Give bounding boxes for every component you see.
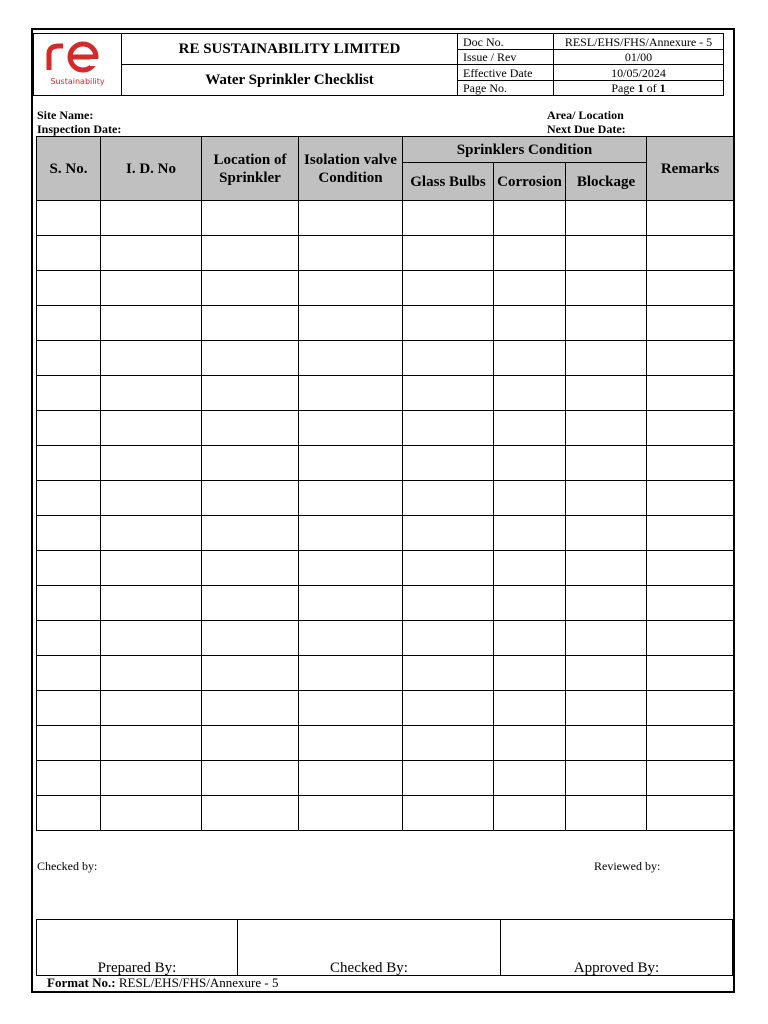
- table-cell[interactable]: [494, 796, 566, 831]
- table-cell[interactable]: [494, 516, 566, 551]
- table-cell[interactable]: [403, 796, 494, 831]
- table-row: [37, 376, 734, 411]
- table-row: [37, 236, 734, 271]
- table-cell[interactable]: [101, 621, 202, 656]
- approved-by-cell[interactable]: [501, 920, 733, 976]
- table-cell[interactable]: [647, 376, 734, 411]
- table-cell[interactable]: [101, 306, 202, 341]
- table-cell[interactable]: [647, 481, 734, 516]
- table-cell[interactable]: [566, 796, 647, 831]
- table-cell[interactable]: [37, 586, 101, 621]
- meta-label: Page No.: [458, 80, 554, 95]
- format-number-label: Format No.:: [47, 975, 116, 990]
- table-cell[interactable]: [647, 796, 734, 831]
- table-cell[interactable]: [494, 271, 566, 306]
- table-cell[interactable]: [37, 551, 101, 586]
- table-cell[interactable]: [299, 796, 403, 831]
- col-header-glass-bulbs: Glass Bulbs: [403, 163, 494, 201]
- table-cell[interactable]: [403, 341, 494, 376]
- table-cell[interactable]: [37, 761, 101, 796]
- table-cell[interactable]: [37, 236, 101, 271]
- table-cell[interactable]: [403, 726, 494, 761]
- table-row: [37, 726, 734, 761]
- table-cell[interactable]: [494, 761, 566, 796]
- site-name-label: Site Name:: [37, 108, 94, 122]
- format-number: [47, 975, 278, 991]
- table-cell[interactable]: [299, 516, 403, 551]
- col-header-isolation: Isolation valve Condition: [299, 137, 403, 201]
- col-header-blockage: Blockage: [566, 163, 647, 201]
- table-cell[interactable]: [299, 306, 403, 341]
- col-header-idno: I. D. No: [101, 137, 202, 201]
- table-cell[interactable]: [202, 516, 299, 551]
- table-cell[interactable]: [403, 446, 494, 481]
- table-cell[interactable]: [403, 761, 494, 796]
- format-number-value: RESL/EHS/FHS/Annexure - 5: [118, 975, 279, 990]
- table-cell[interactable]: [647, 341, 734, 376]
- table-cell[interactable]: [202, 551, 299, 586]
- table-cell[interactable]: [494, 481, 566, 516]
- table-cell[interactable]: [566, 236, 647, 271]
- table-cell[interactable]: [647, 761, 734, 796]
- table-cell[interactable]: [202, 691, 299, 726]
- table-cell[interactable]: [299, 481, 403, 516]
- table-cell[interactable]: [566, 376, 647, 411]
- table-cell[interactable]: [647, 656, 734, 691]
- table-cell[interactable]: [566, 691, 647, 726]
- table-cell[interactable]: [299, 376, 403, 411]
- table-cell[interactable]: [299, 621, 403, 656]
- table-cell[interactable]: [299, 341, 403, 376]
- col-group-sprinklers-condition: Sprinklers Condition: [403, 137, 647, 163]
- table-cell[interactable]: [566, 516, 647, 551]
- signature-table: [36, 919, 733, 976]
- table-cell[interactable]: [647, 446, 734, 481]
- checked-by-label: Checked by:: [37, 859, 98, 873]
- table-cell[interactable]: [566, 586, 647, 621]
- table-cell[interactable]: [202, 376, 299, 411]
- meta-value: 10/05/2024: [554, 65, 724, 80]
- table-cell[interactable]: [566, 201, 647, 236]
- table-cell[interactable]: [647, 586, 734, 621]
- re-logo-icon: [43, 40, 113, 74]
- table-cell[interactable]: [403, 586, 494, 621]
- table-cell[interactable]: [299, 656, 403, 691]
- table-cell[interactable]: [299, 586, 403, 621]
- table-cell[interactable]: [202, 726, 299, 761]
- table-cell[interactable]: [37, 726, 101, 761]
- table-cell[interactable]: [202, 621, 299, 656]
- table-row: [37, 796, 734, 831]
- table-cell[interactable]: [494, 551, 566, 586]
- inspection-date-label: Inspection Date:: [37, 122, 122, 136]
- table-cell[interactable]: [101, 481, 202, 516]
- table-cell[interactable]: [566, 411, 647, 446]
- checked-by-sign-label: Checked By:: [330, 960, 408, 976]
- table-cell[interactable]: [101, 656, 202, 691]
- table-row: [37, 446, 734, 481]
- table-row: [37, 411, 734, 446]
- table-cell[interactable]: [202, 306, 299, 341]
- prepared-by-label: Prepared By:: [97, 960, 177, 976]
- table-cell[interactable]: [403, 306, 494, 341]
- company-name: RE SUSTAINABILITY LIMITED: [122, 34, 458, 65]
- table-row: [37, 761, 734, 796]
- table-cell[interactable]: [566, 446, 647, 481]
- table-row: [37, 201, 734, 236]
- table-cell[interactable]: [494, 691, 566, 726]
- table-cell[interactable]: [202, 656, 299, 691]
- table-cell[interactable]: [566, 761, 647, 796]
- meta-label: Issue / Rev: [458, 50, 554, 65]
- table-cell[interactable]: [566, 551, 647, 586]
- table-cell[interactable]: [403, 236, 494, 271]
- table-cell[interactable]: [494, 446, 566, 481]
- table-cell[interactable]: [202, 446, 299, 481]
- table-cell[interactable]: [202, 201, 299, 236]
- table-cell[interactable]: [37, 481, 101, 516]
- table-row: [37, 656, 734, 691]
- table-cell[interactable]: [647, 411, 734, 446]
- table-cell[interactable]: [647, 691, 734, 726]
- table-row: [37, 341, 734, 376]
- col-header-sno: S. No.: [37, 137, 101, 201]
- table-cell[interactable]: [494, 656, 566, 691]
- table-cell[interactable]: [37, 411, 101, 446]
- table-cell[interactable]: [647, 726, 734, 761]
- table-row: [37, 691, 734, 726]
- meta-value: 01/00: [554, 50, 724, 65]
- table-cell[interactable]: [299, 761, 403, 796]
- meta-value: RESL/EHS/FHS/Annexure - 5: [554, 34, 724, 50]
- table-cell[interactable]: [101, 691, 202, 726]
- table-cell[interactable]: [403, 376, 494, 411]
- table-cell[interactable]: [299, 271, 403, 306]
- table-cell[interactable]: [403, 201, 494, 236]
- table-cell[interactable]: [37, 201, 101, 236]
- prepared-by-cell[interactable]: [37, 920, 238, 976]
- table-cell[interactable]: [202, 586, 299, 621]
- document-header: [33, 33, 724, 96]
- table-cell[interactable]: [403, 516, 494, 551]
- table-cell[interactable]: [37, 376, 101, 411]
- table-cell[interactable]: [403, 656, 494, 691]
- table-cell[interactable]: [403, 621, 494, 656]
- table-cell[interactable]: [403, 411, 494, 446]
- table-cell[interactable]: [566, 481, 647, 516]
- meta-label: Effective Date: [458, 65, 554, 80]
- table-cell[interactable]: [202, 481, 299, 516]
- next-due-date-label: Next Due Date:: [547, 122, 626, 136]
- table-cell[interactable]: [101, 551, 202, 586]
- table-cell[interactable]: [101, 586, 202, 621]
- form-title: Water Sprinkler Checklist: [122, 65, 458, 96]
- table-cell[interactable]: [101, 236, 202, 271]
- page-number: Page 1 of 1: [554, 80, 724, 95]
- table-cell[interactable]: [566, 726, 647, 761]
- col-header-corrosion: Corrosion: [494, 163, 566, 201]
- table-cell[interactable]: [101, 411, 202, 446]
- table-cell[interactable]: [647, 516, 734, 551]
- table-cell[interactable]: [494, 341, 566, 376]
- table-cell[interactable]: [101, 271, 202, 306]
- table-cell[interactable]: [37, 516, 101, 551]
- table-cell[interactable]: [647, 306, 734, 341]
- table-row: [37, 586, 734, 621]
- table-cell[interactable]: [299, 446, 403, 481]
- table-row: [37, 551, 734, 586]
- table-cell[interactable]: [299, 236, 403, 271]
- table-cell[interactable]: [299, 411, 403, 446]
- table-cell[interactable]: [647, 271, 734, 306]
- table-cell[interactable]: [37, 656, 101, 691]
- checked-by-cell[interactable]: [238, 920, 501, 976]
- table-cell[interactable]: [101, 376, 202, 411]
- table-cell[interactable]: [566, 621, 647, 656]
- area-location-label: Area/ Location: [547, 108, 624, 122]
- table-cell[interactable]: [494, 586, 566, 621]
- table-cell[interactable]: [299, 551, 403, 586]
- table-cell[interactable]: [566, 271, 647, 306]
- table-cell[interactable]: [202, 341, 299, 376]
- table-row: [37, 481, 734, 516]
- logo-tagline: Sustainability: [50, 77, 105, 86]
- table-row: [37, 306, 734, 341]
- table-cell[interactable]: [403, 481, 494, 516]
- table-cell[interactable]: [101, 796, 202, 831]
- table-cell[interactable]: [647, 201, 734, 236]
- table-row: [37, 621, 734, 656]
- table-cell[interactable]: [403, 271, 494, 306]
- meta-label: Doc No.: [458, 34, 554, 50]
- table-cell[interactable]: [403, 691, 494, 726]
- company-logo: [34, 34, 122, 96]
- table-cell[interactable]: [37, 446, 101, 481]
- table-cell[interactable]: [37, 341, 101, 376]
- table-cell[interactable]: [299, 726, 403, 761]
- table-cell[interactable]: [403, 551, 494, 586]
- table-cell[interactable]: [101, 201, 202, 236]
- table-cell[interactable]: [647, 551, 734, 586]
- table-cell[interactable]: [202, 761, 299, 796]
- table-cell[interactable]: [101, 761, 202, 796]
- table-cell[interactable]: [494, 201, 566, 236]
- table-cell[interactable]: [37, 621, 101, 656]
- table-cell[interactable]: [494, 411, 566, 446]
- table-cell[interactable]: [202, 236, 299, 271]
- table-cell[interactable]: [647, 621, 734, 656]
- table-row: [37, 271, 734, 306]
- table-cell[interactable]: [37, 691, 101, 726]
- table-cell[interactable]: [494, 376, 566, 411]
- table-cell[interactable]: [101, 516, 202, 551]
- col-header-remarks: Remarks: [647, 137, 734, 201]
- table-cell[interactable]: [494, 306, 566, 341]
- table-cell[interactable]: [37, 306, 101, 341]
- table-cell[interactable]: [202, 271, 299, 306]
- table-cell[interactable]: [202, 411, 299, 446]
- table-row: [37, 516, 734, 551]
- table-cell[interactable]: [566, 341, 647, 376]
- table-cell[interactable]: [299, 691, 403, 726]
- table-cell[interactable]: [494, 236, 566, 271]
- table-cell[interactable]: [299, 201, 403, 236]
- approved-by-label: Approved By:: [573, 960, 660, 976]
- table-cell[interactable]: [101, 446, 202, 481]
- table-cell[interactable]: [494, 726, 566, 761]
- table-cell[interactable]: [37, 796, 101, 831]
- table-cell[interactable]: [101, 726, 202, 761]
- table-cell[interactable]: [647, 236, 734, 271]
- checklist-table: [36, 136, 734, 831]
- col-header-location: Location of Sprinkler: [202, 137, 299, 201]
- table-cell[interactable]: [37, 271, 101, 306]
- table-cell[interactable]: [566, 306, 647, 341]
- reviewed-by-label: Reviewed by:: [594, 859, 661, 873]
- table-cell[interactable]: [566, 656, 647, 691]
- table-cell[interactable]: [202, 796, 299, 831]
- table-cell[interactable]: [494, 621, 566, 656]
- table-cell[interactable]: [101, 341, 202, 376]
